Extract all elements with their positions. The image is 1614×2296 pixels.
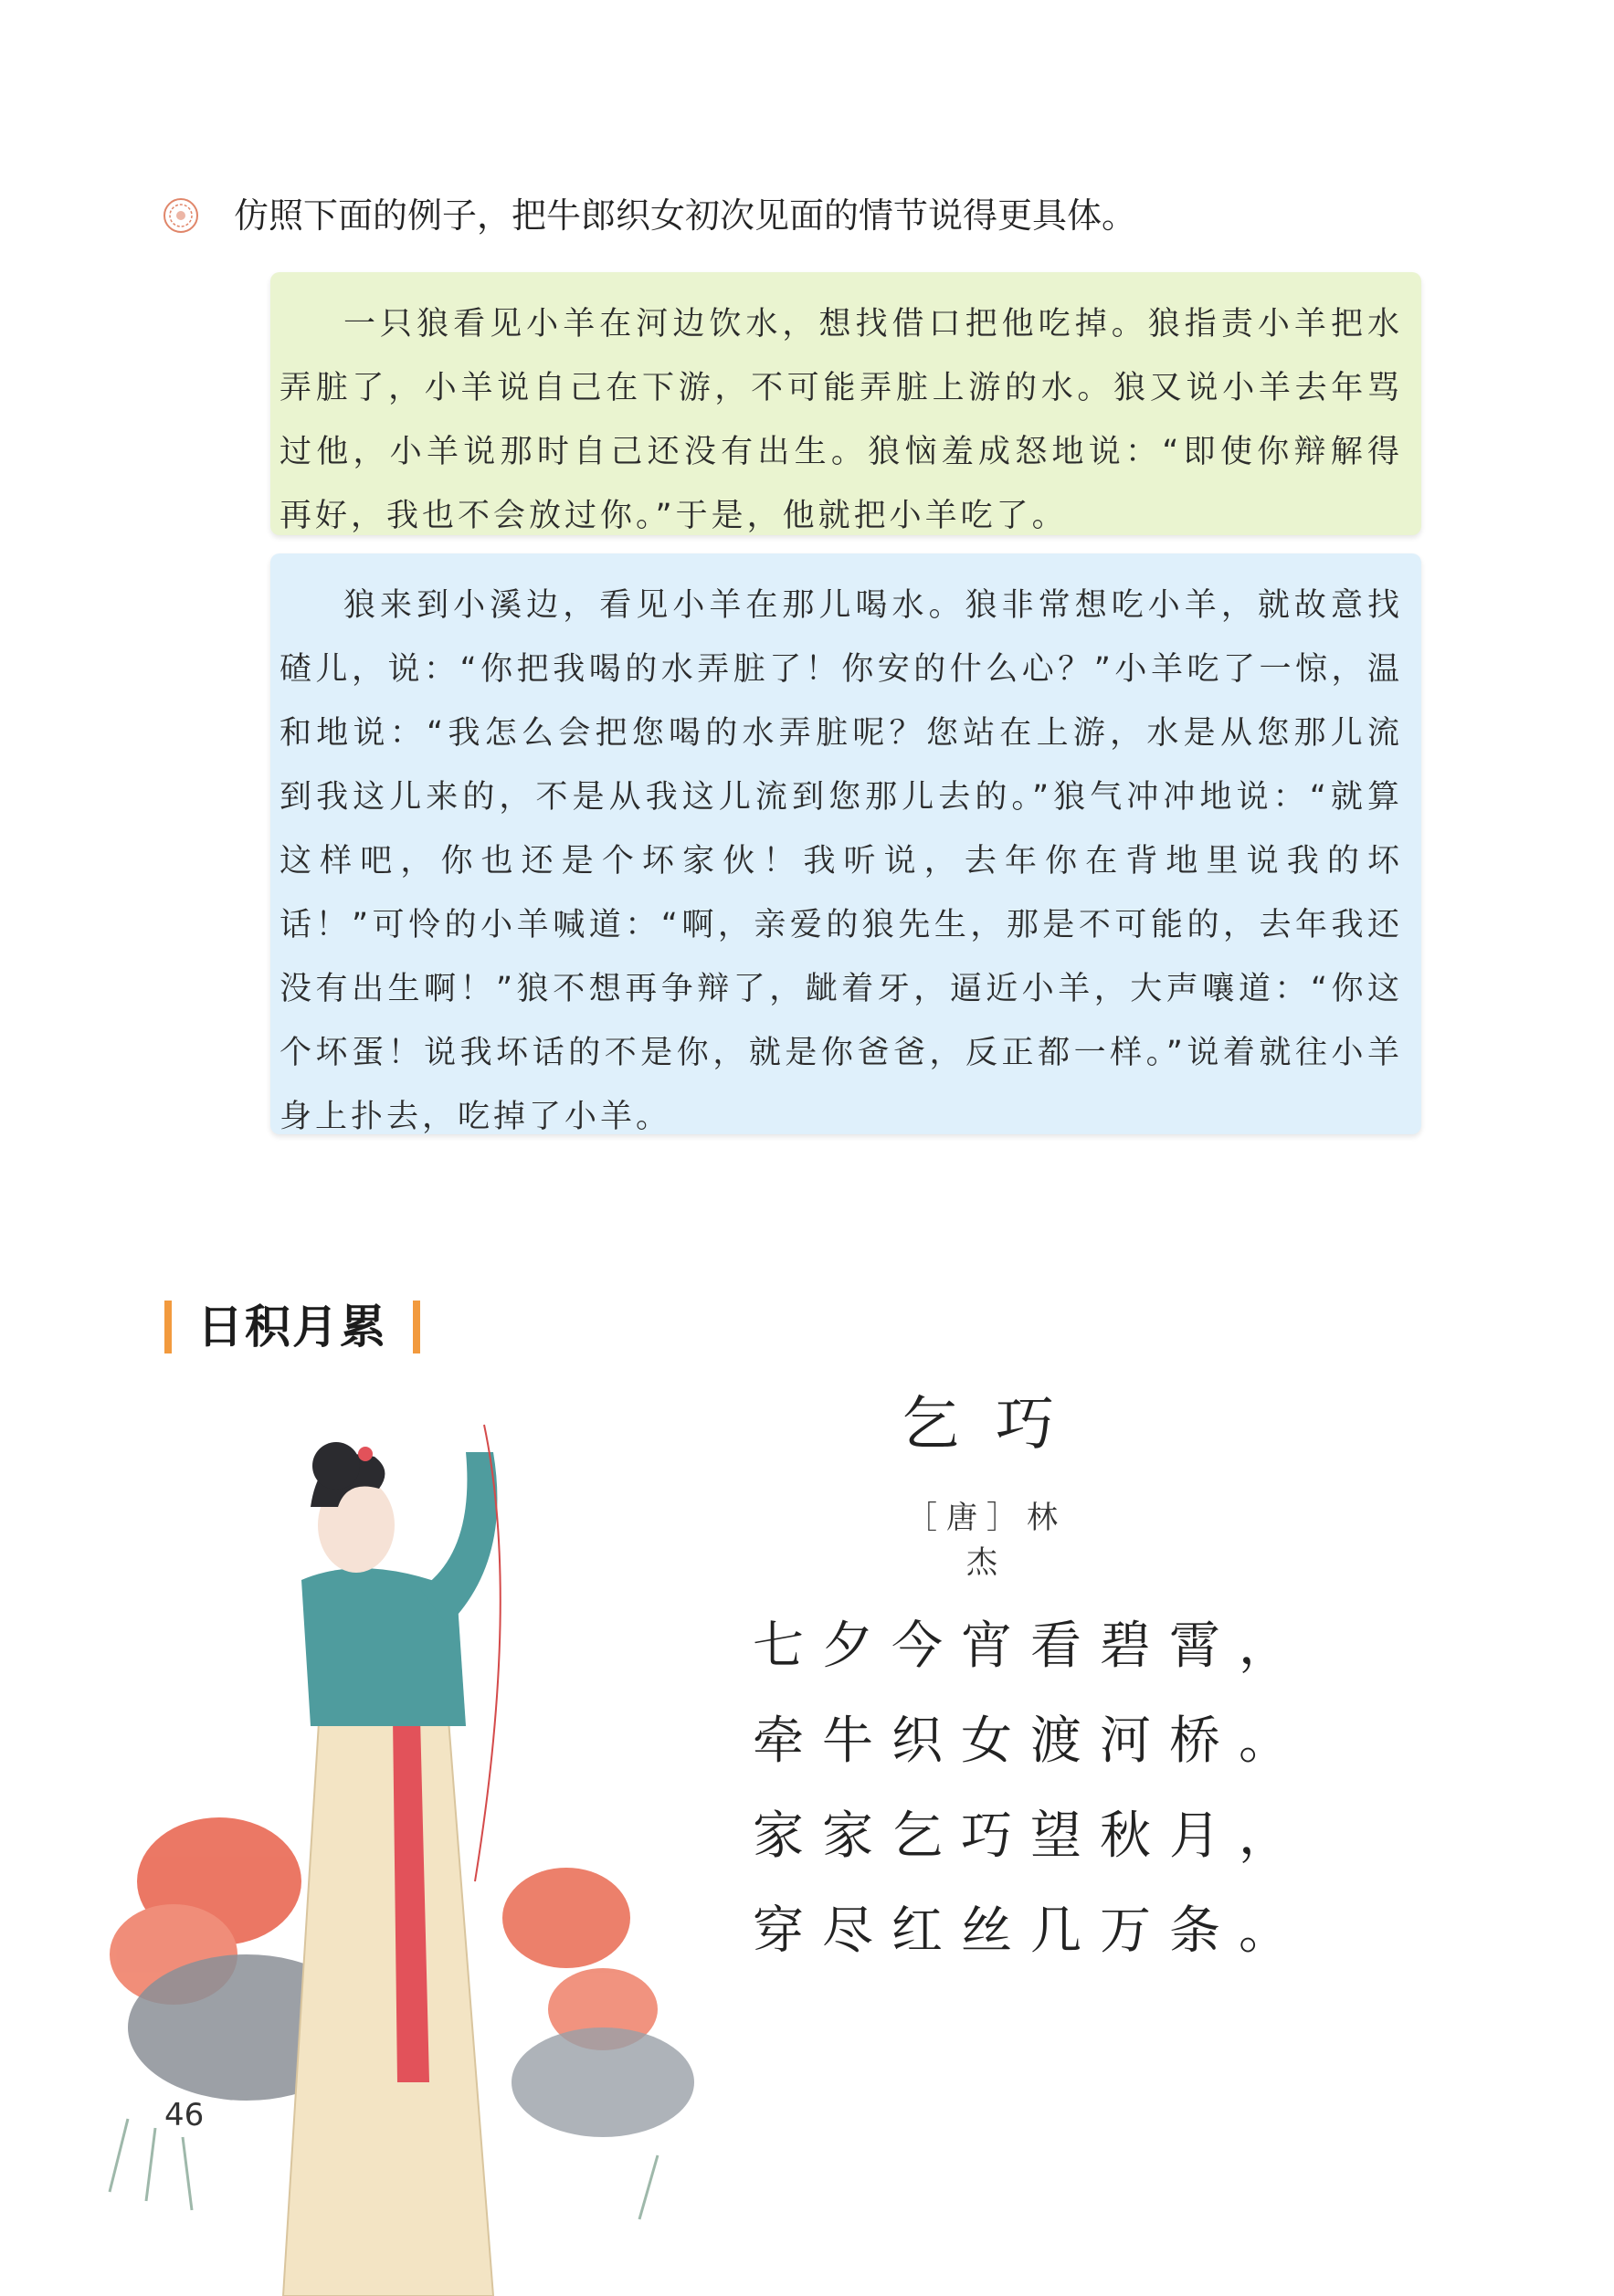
example-short-box [270,272,1421,535]
illustration-weaver-girl [91,1370,712,2296]
poem-line: 七夕今宵看碧霄， [753,1617,1308,1676]
poem-title: 乞巧 [901,1391,1091,1459]
ornament-seal-icon [163,197,199,234]
poem-line: 家家乞巧望秋月， [753,1806,1308,1866]
poem-line: 牵牛织女渡河桥。 [753,1711,1308,1771]
page-number: 46 [164,2097,205,2133]
example-long-text: 狼来到小溪边，看见小羊在那儿喝水。狼非常想吃小羊，就故意找碴儿，说：“你把我喝的水弄脏了！你安的什么心？”小羊吃了一惊，温和地说：“我怎么会把您喝的水弄脏呢？您站在上游，水是从您那儿流到我这儿来的，不是从我这儿流到您那儿去的。”狼气冲冲地说：“就算这样吧，你也还是个坏家伙！我听说，去年你在背地里说我的坏话！”可怜的小羊喊道：“啊，亲爱的狼先生，那是不可能的，去年我还没有出生啊！”狼不想再争辩了，龇着牙，逼近小羊，大声嚷道：“你这个坏蛋！说我坏话的不是你，就是你爸爸，反正都一样。”说着就往小羊身上扑去，吃掉了小羊。 [280,587,1403,1135]
poem-line: 穿尽红丝几万条。 [753,1901,1308,1961]
exercise-instruction: 仿照下面的例子，把牛郎织女初次见面的情节说得更具体。 [234,195,1137,236]
section-title: 日积月累 [197,1301,387,1353]
example-long-box [270,553,1421,1134]
section-accent-bar-right [413,1301,420,1353]
poem-author: ［唐］林 杰 [906,1500,1067,1581]
example-short-text: 一只狼看见小羊在河边饮水，想找借口把他吃掉。狼指责小羊把水弄脏了，小羊说自己在下游，不可能弄脏上游的水。狼又说小羊去年骂过他，小羊说那时自己还没有出生。狼恼羞成怒地说：“即使你辩解得再好，我也不会放过你。”于是，他就把小羊吃了。 [280,306,1403,534]
section-accent-bar-left [164,1301,172,1353]
